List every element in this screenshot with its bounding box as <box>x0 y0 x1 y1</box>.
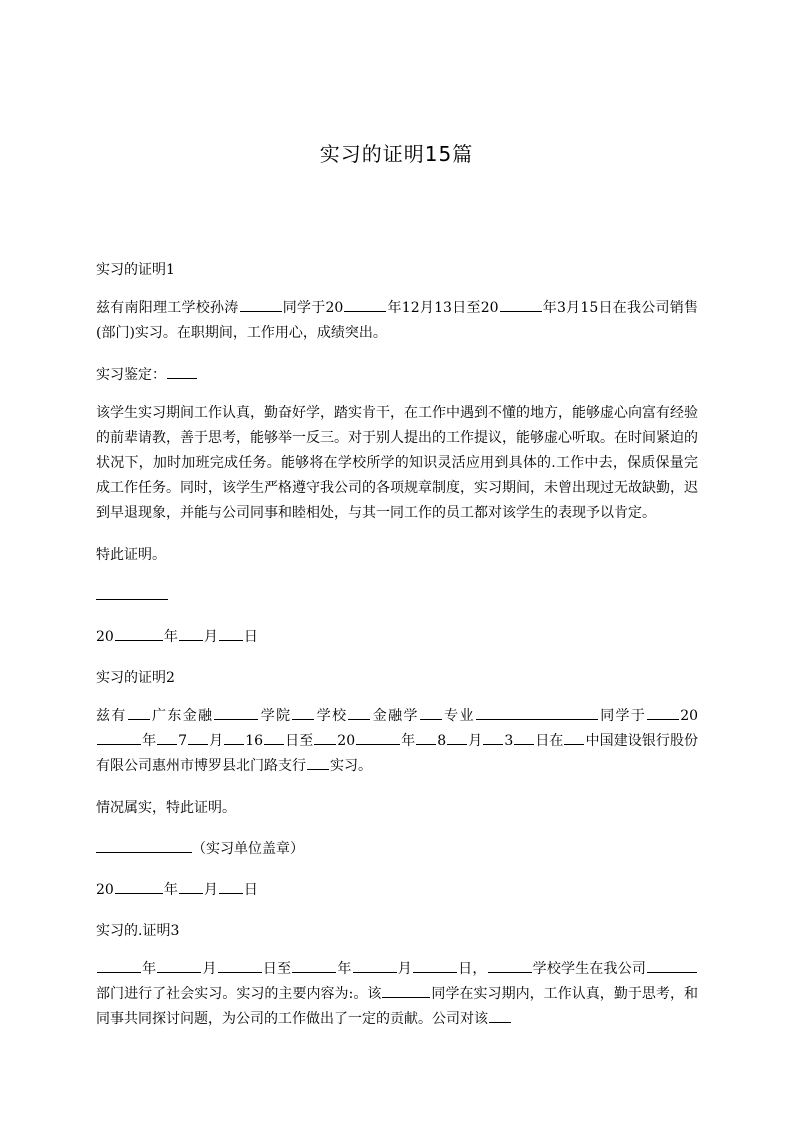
section-2-body <box>96 704 698 779</box>
blank-line <box>292 704 314 720</box>
blank-line <box>240 296 282 312</box>
blank-line <box>314 729 336 745</box>
blank-line <box>500 296 542 312</box>
blank-line <box>214 704 258 720</box>
blank-line <box>483 729 503 745</box>
s2-text: 16 <box>245 733 264 749</box>
s3-text: 学校学生在我公司 <box>532 961 647 977</box>
s2-text: 日至 <box>285 733 314 749</box>
s2-text: 广东金融 <box>150 708 214 724</box>
s3-text: 日， <box>457 961 487 977</box>
section-2-closing: 情况属实，特此证明。 <box>96 800 236 816</box>
blank-line <box>416 729 436 745</box>
s3-text: 月 <box>202 961 217 977</box>
document-body <box>96 255 698 1046</box>
s2-text: 学校 <box>315 708 348 724</box>
blank-line <box>188 729 208 745</box>
s3-text: 月 <box>397 961 412 977</box>
blank-line <box>514 729 534 745</box>
blank-line <box>115 625 163 641</box>
blank-line <box>115 878 163 894</box>
section-1-date <box>96 622 698 652</box>
section-1-closing: 特此证明。 <box>96 547 166 563</box>
blank-line <box>307 754 329 770</box>
blank-line <box>179 625 203 641</box>
intro-text-a: 兹有南阳理工学校孙涛 <box>96 300 239 316</box>
date-month-label: 月 <box>203 629 218 645</box>
blank-line <box>356 729 400 745</box>
intro-text-c: 年12月13日至20 <box>387 300 499 316</box>
intro-text-d: 年3月15日在我公司销售(部门)实习。在职期间，工作用心，成绩突出。 <box>96 300 698 341</box>
document-title: 实习的证明15篇 <box>319 142 474 166</box>
s2-text: 兹有 <box>96 708 127 724</box>
s2-text: 20 <box>337 733 356 749</box>
date-century: 20 <box>96 882 114 898</box>
date-month-label: 月 <box>203 882 218 898</box>
section-2-heading: 实习的证明2 <box>96 670 175 686</box>
s2-text: 金融学 <box>371 708 419 724</box>
s2-text: 3 <box>504 733 514 749</box>
blank-line <box>413 957 457 973</box>
blank-line <box>128 704 150 720</box>
blank-line <box>488 957 532 973</box>
blank-line <box>97 729 141 745</box>
s2-text: 月 <box>209 733 224 749</box>
blank-line <box>292 957 336 973</box>
blank-line <box>420 704 442 720</box>
section-1-heading: 实习的证明1 <box>96 262 175 278</box>
blank-line <box>96 838 192 853</box>
s3-text: 年 <box>142 961 157 977</box>
signature-line <box>96 581 698 611</box>
blank-line <box>348 704 370 720</box>
appraisal-line <box>96 360 698 390</box>
date-day-label: 日 <box>243 629 258 645</box>
blank-line <box>344 296 386 312</box>
s2-text: 8 <box>437 733 447 749</box>
s2-text: 中国建设银行股份有限公司惠州市博罗县北门路支行 <box>96 733 699 774</box>
blank-line <box>447 729 467 745</box>
blank-line <box>564 729 584 745</box>
blank-line <box>489 1007 511 1023</box>
s2-text: 日在 <box>535 733 564 749</box>
section-3-body <box>96 957 698 1032</box>
blank-line <box>96 585 168 600</box>
blank-line <box>476 704 598 720</box>
section-1-intro <box>96 296 698 346</box>
s2-text: 学院 <box>259 708 292 724</box>
section-3-heading: 实习的.证明3 <box>96 923 180 939</box>
blank-line <box>224 729 244 745</box>
blank-line <box>353 957 397 973</box>
s2-text: 年 <box>142 733 157 749</box>
blank-line <box>157 729 177 745</box>
blank-line <box>382 982 430 998</box>
s2-text: 同学于 <box>598 708 647 724</box>
date-century: 20 <box>96 629 114 645</box>
date-day-label: 日 <box>243 882 258 898</box>
s2-text: 7 <box>178 733 188 749</box>
s2-text: 年 <box>401 733 416 749</box>
date-year-label: 年 <box>163 882 178 898</box>
date-year-label: 年 <box>163 629 178 645</box>
blank-line <box>264 729 284 745</box>
appraisal-label: 实习鉴定： <box>96 367 166 383</box>
blank-line <box>157 957 201 973</box>
seal-label: （实习单位盖章） <box>192 841 304 857</box>
s3-text: 日至 <box>262 961 292 977</box>
appraisal-text: 该学生实习期间工作认真，勤奋好学，踏实肯干，在工作中遇到不懂的地方，能够虚心向富有经验的前辈请教，善于思考，能够举一反三。对于别人提出的工作提议，能够虚心听取。在时间紧迫的状况下，加时加班完成任务。能够将在学校所学的知识灵活应用到具体的.工作中去，保质保量完成工作任务。同时，该学生严格遵守我公司的各项规章制度，实习期间，未曾出现过无故缺勤，迟到早退现象，并能与公司同事和睦相处，与其一同工作的员工都对该学生的表现予以肯定。 <box>96 405 698 521</box>
s2-text: 月 <box>468 733 483 749</box>
intro-text-b: 同学于20 <box>282 300 344 316</box>
blank-line <box>219 878 243 894</box>
blank-line <box>647 957 697 973</box>
blank-line <box>219 625 243 641</box>
s2-text: 专业 <box>442 708 475 724</box>
blank-line <box>97 957 141 973</box>
s2-text: 20 <box>680 708 699 724</box>
s3-text: 部门进行了社会实习。实习的主要内容为:。该 <box>96 986 382 1002</box>
blank-line <box>647 704 679 720</box>
s3-text: 年 <box>337 961 352 977</box>
s3-text: 同学在实习期内，工作认真，勤于思考，和同事共同探讨问题，为公司的工作做出了一定的贡献。公司对该 <box>96 986 698 1027</box>
section-2-date <box>96 875 698 905</box>
blank-line <box>218 957 262 973</box>
blank-line <box>167 363 197 379</box>
blank-line <box>179 878 203 894</box>
seal-line <box>96 834 698 864</box>
s2-text: 实习。 <box>330 758 372 774</box>
